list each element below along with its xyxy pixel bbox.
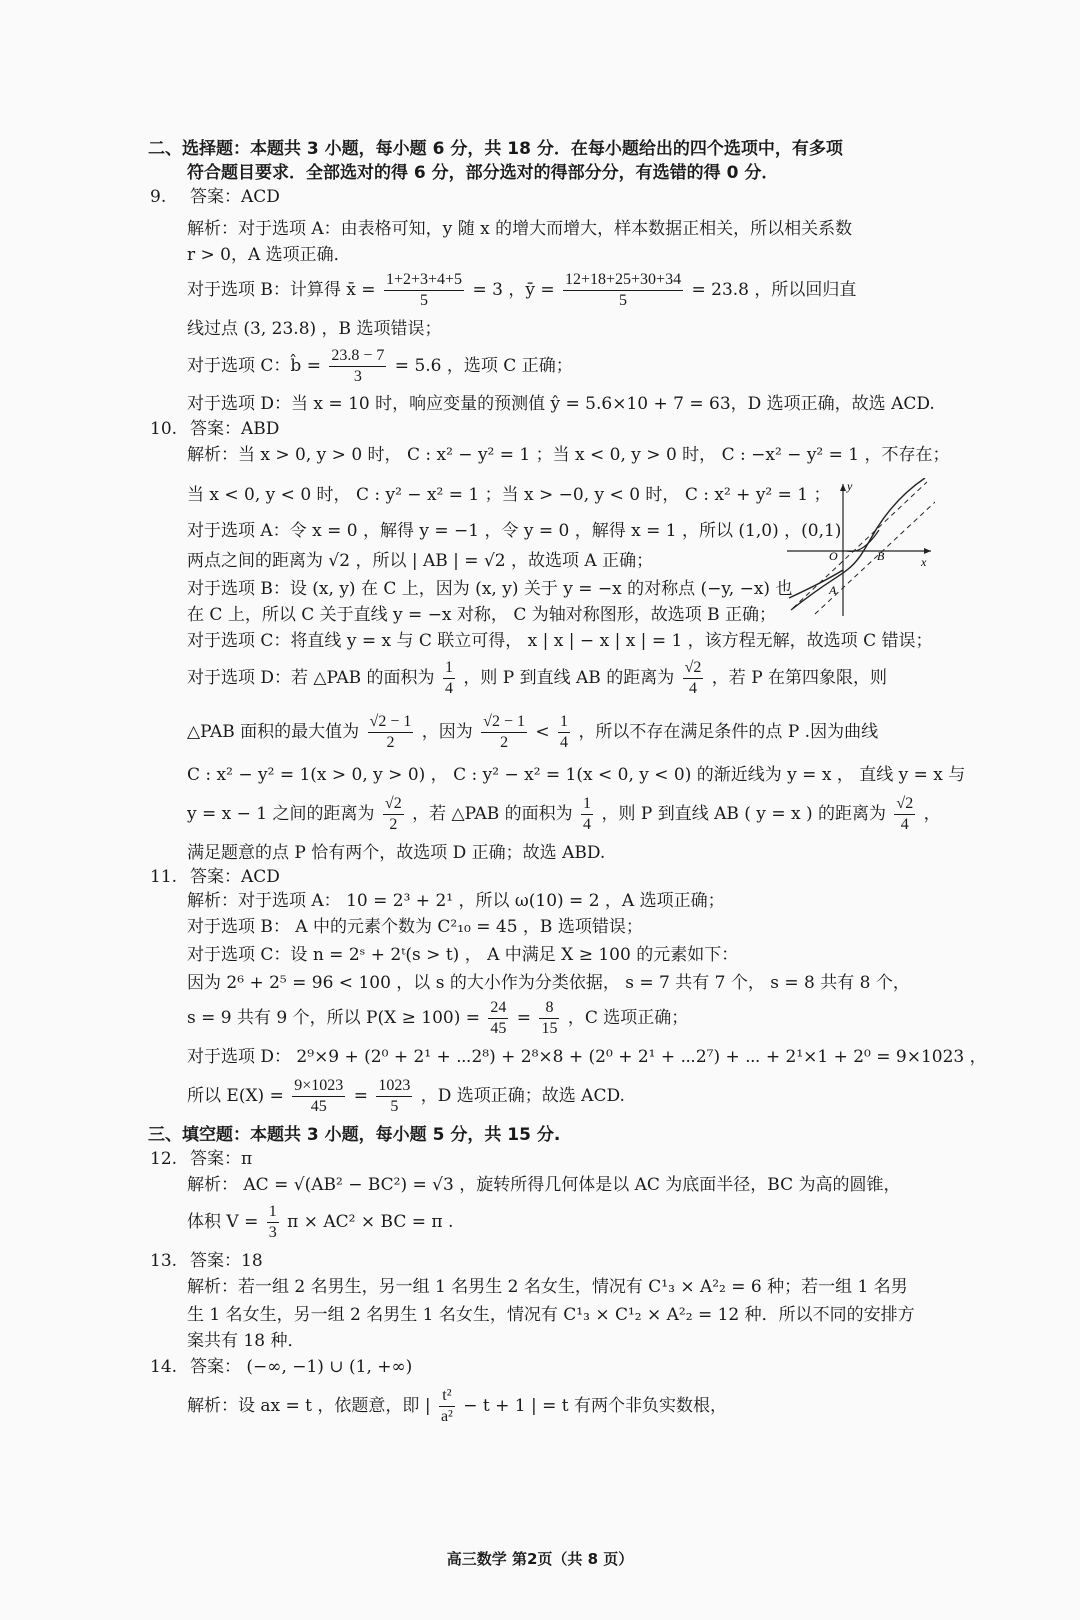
- q10-l8-mid: ，则 P 到直线 AB 的距离为: [463, 668, 675, 688]
- frac-denominator: 45: [490, 1020, 507, 1037]
- frac-denominator: 2: [389, 816, 398, 833]
- q10-line4: 两点之间的距离为 √2 ，所以 | AB | = √2 ，故选项 A 正确；: [187, 551, 654, 571]
- point-b-label: B: [877, 549, 885, 563]
- q10-l9-prefix: △PAB 面积的最大值为: [187, 722, 360, 742]
- q11-l5-suffix: ，C 选项正确；: [567, 1008, 689, 1028]
- q12-l2-frac: [267, 1202, 279, 1243]
- frac-numerator: √2: [383, 794, 404, 815]
- frac-denominator: 5: [420, 292, 428, 309]
- asymptote-upper: [793, 482, 927, 608]
- q10-l8-prefix: 对于选项 D：若 △PAB 的面积为: [187, 668, 435, 688]
- q9-c-frac: [329, 346, 386, 387]
- frac-numerator: 8: [539, 998, 559, 1019]
- q9-b-prefix: 对于选项 B：计算得 x̄ =: [187, 280, 376, 300]
- q14-line1: [187, 1384, 727, 1428]
- q11-line5: [187, 996, 688, 1040]
- frac-numerator: √2 − 1: [368, 712, 414, 733]
- q12-answer: 答案：π: [190, 1149, 253, 1169]
- frac-numerator: 1+2+3+4+5: [384, 270, 464, 291]
- q11-line7: [187, 1074, 625, 1118]
- q11-number: 11.: [150, 867, 178, 887]
- q14-answer: 答案： (−∞, −1) ∪ (1, +∞): [190, 1357, 413, 1377]
- q9-analysis-a2: r > 0，A 选项正确．: [187, 245, 351, 265]
- q10-l11-mid: ，若 △PAB 的面积为: [412, 804, 573, 824]
- q9-analysis-a1: 解析：对于选项 A：由表格可知，y 随 x 的增大而增大，样本数据正相关，所以相关系数: [187, 219, 853, 239]
- q11-l5-frac1: [488, 998, 508, 1039]
- q10-line12: 满足题意的点 P 恰有两个，故选项 D 正确；故选 ABD.: [187, 843, 606, 863]
- q10-line6: 在 C 上，所以 C 关于直线 y = −x 对称， C 为轴对称图形，故选项 B 正确；: [187, 605, 777, 625]
- q10-l9-frac1: [368, 712, 414, 753]
- q10-l11-suffix: ，: [923, 804, 941, 824]
- section2-header-line1: 二、选择题：本题共 3 小题，每小题 6 分，共 18 分．在每小题给出的四个选项中，有多项: [148, 139, 843, 159]
- q10-l8-frac2: [683, 658, 704, 699]
- q11-l5-prefix: s = 9 共有 9 个，所以 P(X ≥ 100) =: [187, 1008, 480, 1028]
- q13-line1: 解析：若一组 2 名男生，另一组 1 名男生 2 名女生，情况有 C¹₃ × A²₂ = 6 种；若一组 1 名男: [187, 1277, 908, 1297]
- frac-denominator: a²: [440, 1408, 453, 1425]
- q10-l9-lt: <: [535, 722, 550, 742]
- q12-l2-suffix: π × AC² × BC = π .: [287, 1212, 454, 1232]
- frac-numerator: 1: [443, 658, 455, 679]
- frac-denominator: 4: [900, 816, 909, 833]
- frac-numerator: 1: [581, 794, 593, 815]
- q10-line11: [187, 792, 941, 836]
- q10-l9-frac2: [481, 712, 527, 753]
- q10-l11-frac2: [581, 794, 593, 835]
- frac-denominator: 45: [310, 1098, 327, 1115]
- frac-numerator: √2 − 1: [481, 712, 527, 733]
- origin-label: O: [829, 549, 838, 563]
- q9-b-suffix: = 23.8 ，所以回归直: [691, 280, 857, 300]
- q9-answer: 答案：ACD: [190, 187, 280, 207]
- q14-l1-frac: [439, 1386, 455, 1427]
- q10-line2: 当 x < 0, y < 0 时， C : y² − x² = 1 ；当 x > −0, y < 0 时， C : x² + y² = 1 ；: [187, 485, 831, 505]
- q10-l8-suffix: ，若 P 在第四象限，则: [711, 668, 888, 688]
- point-a-label: A: [829, 583, 837, 597]
- q10-line10: C : x² − y² = 1(x > 0, y > 0) ， C : y² − x² = 1(x < 0, y < 0) 的渐近线为 y = x ， 直线 y = x 与: [187, 765, 966, 785]
- frac-numerator: √2: [683, 658, 704, 679]
- q11-answer-line: [150, 866, 280, 888]
- page-footer: 高三数学 第2页（共 8 页）: [446, 1550, 634, 1568]
- q9-c-prefix: 对于选项 C：b̂ =: [187, 356, 321, 376]
- q12-line2: [187, 1200, 453, 1244]
- x-axis-arrow: [924, 548, 931, 554]
- frac-denominator: 3: [268, 1224, 277, 1241]
- y-axis-arrow: [840, 484, 846, 491]
- q11-l7-eq: =: [353, 1086, 368, 1106]
- q10-line3: 对于选项 A：令 x = 0 ，解得 y = −1 ，令 y = 0 ，解得 x = 1 ，所以 (1,0) ，(0,1): [187, 521, 842, 541]
- section3-header: 三、填空题：本题共 3 小题，每小题 5 分，共 15 分.: [148, 1125, 561, 1145]
- q11-l7-frac1: [292, 1076, 345, 1117]
- q14-number: 14.: [150, 1357, 178, 1377]
- q12-line1: 解析： AC = √(AB² − BC²) = √3 ，旋转所得几何体是以 AC 为底面半径，BC 为高的圆锥，: [187, 1175, 901, 1195]
- q10-answer: 答案：ABD: [190, 419, 280, 439]
- q10-l11-frac3: [894, 794, 915, 835]
- frac-numerator: 1: [267, 1202, 279, 1223]
- frac-numerator: 12+18+25+30+34: [563, 270, 683, 291]
- q11-l7-prefix: 所以 E(X) =: [187, 1086, 284, 1106]
- frac-denominator: 2: [500, 734, 509, 751]
- q12-l2-prefix: 体积 V =: [187, 1212, 259, 1232]
- q9-analysis-b2: 线过点 (3, 23.8) ，B 选项错误；: [187, 319, 442, 339]
- frac-denominator: 4: [444, 680, 453, 697]
- q11-answer: 答案：ACD: [190, 867, 280, 887]
- q11-l5-eq: =: [516, 1008, 532, 1028]
- q11-line2: 对于选项 B： A 中的元素个数为 C²₁₀ = 45 ，B 选项错误；: [187, 917, 643, 937]
- q10-l8-frac1: [443, 658, 455, 699]
- q9-analysis-b: [187, 268, 856, 312]
- q11-l5-frac2: [539, 998, 559, 1039]
- q9-analysis-d: 对于选项 D：当 x = 10 时，响应变量的预测值 ŷ = 5.6×10 + 7 = 63，D 选项正确，故选 ACD.: [187, 394, 935, 414]
- q10-l9-mid: ，因为: [421, 722, 473, 742]
- frac-numerator: 23.8 − 7: [329, 346, 386, 367]
- frac-numerator: √2: [894, 794, 915, 815]
- q9-b-mid: = 3 ，ȳ =: [472, 280, 555, 300]
- q10-line8: [187, 656, 887, 700]
- q9-b-frac-y: [563, 270, 683, 311]
- frac-numerator: 24: [488, 998, 508, 1019]
- q10-line7: 对于选项 C：将直线 y = x 与 C 联立可得， x | x | − x | x | = 1 ，该方程无解，故选项 C 错误；: [187, 631, 933, 651]
- q13-answer-line: [150, 1250, 263, 1272]
- q9-number: 9.: [150, 187, 167, 207]
- q10-number: 10.: [150, 419, 178, 439]
- q13-number: 13.: [150, 1251, 178, 1271]
- section2-header-line2: 符合题目要求．全部选对的得 6 分，部分选对的得部分分，有选错的得 0 分．: [187, 163, 779, 183]
- x-axis-label: x: [921, 555, 927, 569]
- q12-answer-line: [150, 1148, 252, 1170]
- q13-answer: 答案：18: [190, 1251, 263, 1271]
- q14-l1-prefix: 解析：设 ax = t ，依题意，即 |: [187, 1396, 431, 1416]
- hyperbola-graph: [785, 478, 935, 618]
- frac-numerator: 1: [558, 712, 570, 733]
- q14-l1-suffix: − t + 1 | = t 有两个非负实数根，: [463, 1396, 728, 1416]
- frac-denominator: 5: [619, 292, 628, 309]
- q12-number: 12.: [150, 1149, 178, 1169]
- q10-l9-frac3: [558, 712, 570, 753]
- q14-answer-line: [150, 1356, 412, 1378]
- frac-denominator: 4: [689, 680, 697, 697]
- frac-denominator: 4: [583, 816, 592, 833]
- frac-denominator: 4: [560, 734, 569, 751]
- q10-l11-frac1: [383, 794, 404, 835]
- q11-l7-suffix: ，D 选项正确；故选 ACD.: [420, 1086, 625, 1106]
- q10-line5: 对于选项 B：设 (x, y) 在 C 上，因为 (x, y) 关于 y = −x 的对称点 (−y, −x) 也: [187, 579, 793, 599]
- q13-line2: 生 1 名女生，另一组 2 名男生 1 名女生，情况有 C¹₃ × C¹₂ × A²₂ = 12 种．所以不同的安排方: [187, 1305, 915, 1325]
- q9-answer-line: [150, 186, 280, 208]
- q10-l9-suffix: ，所以不存在满足条件的点 P .因为曲线: [578, 722, 879, 742]
- frac-denominator: 3: [353, 368, 362, 385]
- q10-line1: 解析：当 x > 0, y > 0 时， C : x² − y² = 1 ；当 x < 0, y > 0 时， C : −x² − y² = 1 ，不存在；: [187, 445, 950, 465]
- frac-numerator: 1023: [376, 1076, 412, 1097]
- q10-l11-mid2: ，则 P 到直线 AB ( y = x ) 的距离为: [601, 804, 886, 824]
- q10-l11-prefix: y = x − 1 之间的距离为: [187, 804, 375, 824]
- q9-c-suffix: = 5.6 ，选项 C 正确；: [394, 356, 573, 376]
- frac-denominator: 2: [386, 734, 395, 751]
- q11-line6: 对于选项 D： 2⁹×9 + (2⁰ + 2¹ + ⋯2⁸) + 2⁸×8 + (2⁰ + 2¹ + ⋯2⁷) + ⋯ + 2¹×1 + 2⁰ = 9×1023 ，: [187, 1047, 987, 1067]
- y-axis-label: y: [847, 479, 853, 493]
- q13-line3: 案共有 18 种．: [187, 1331, 305, 1351]
- q11-line1: 解析：对于选项 A： 10 = 2³ + 2¹ ，所以 ω(10) = 2 ，A 选项正确；: [187, 891, 725, 911]
- q11-line4: 因为 2⁶ + 2⁵ = 96 < 100 ，以 s 的大小作为分类依据， s = 7 共有 7 个， s = 8 共有 8 个，: [187, 973, 910, 993]
- q11-line3: 对于选项 C：设 n = 2ˢ + 2ᵗ(s > t) ， A 中满足 X ≥ 100 的元素如下：: [187, 945, 739, 965]
- frac-numerator: 9×1023: [292, 1076, 345, 1097]
- frac-denominator: 5: [390, 1098, 399, 1115]
- q10-answer-line: [150, 418, 279, 440]
- curve-upper-branch: [791, 478, 925, 610]
- q9-analysis-c: [187, 344, 573, 388]
- frac-denominator: 15: [541, 1020, 558, 1037]
- q10-line9: [187, 710, 878, 754]
- q9-b-frac-x: [384, 270, 464, 311]
- frac-numerator: t²: [439, 1386, 455, 1407]
- q11-l7-frac2: [376, 1076, 412, 1117]
